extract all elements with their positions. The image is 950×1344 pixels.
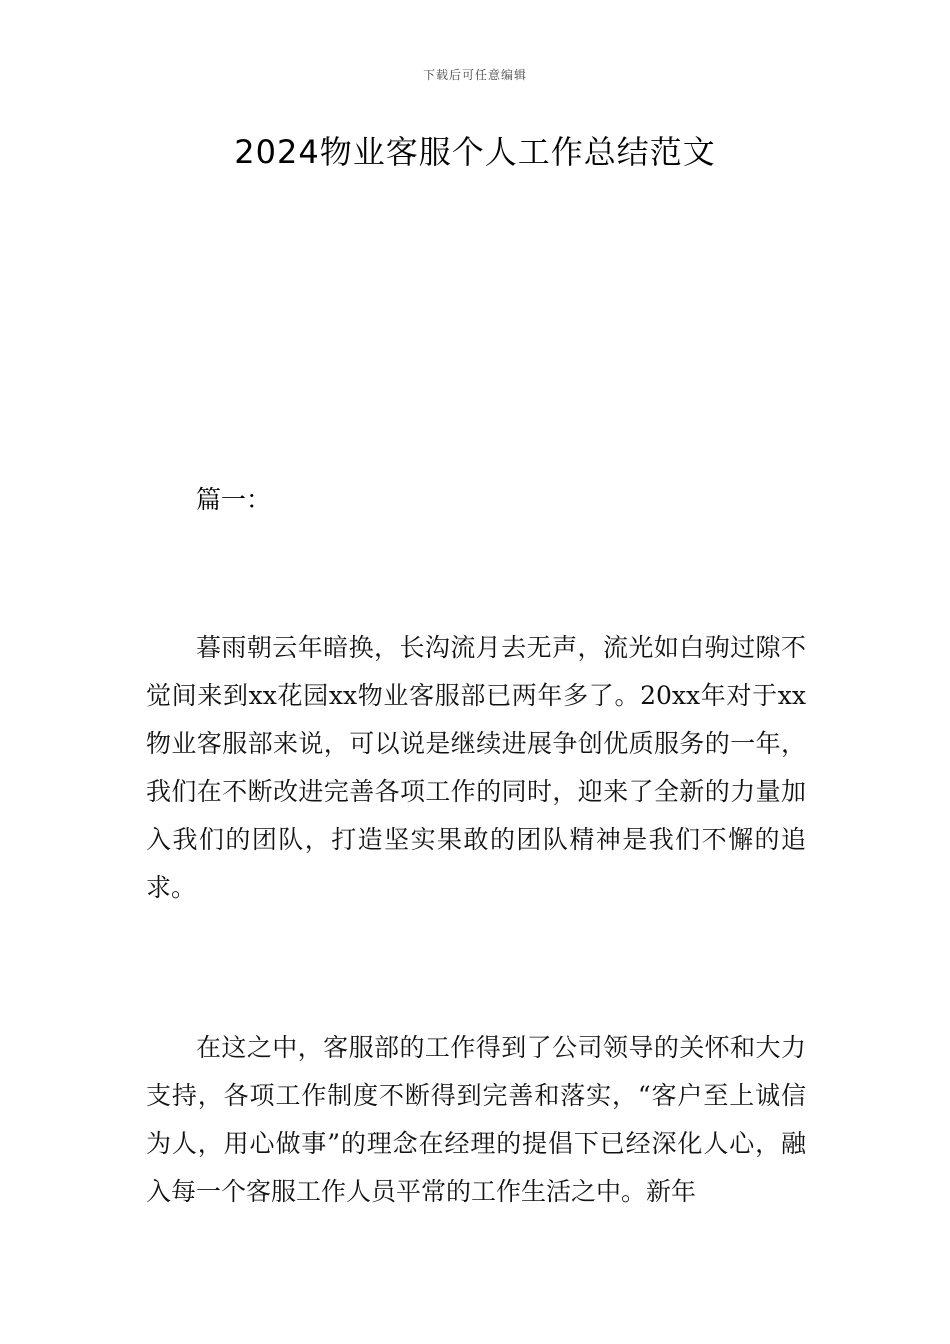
document-title: 2024物业客服个人工作总结范文 (234, 133, 716, 171)
header-note: 下载后可任意编辑 (422, 68, 527, 82)
paragraph-1: 暮雨朝云年暗换，长沟流月去无声，流光如白驹过隙不觉间来到xx花园xx物业客服部已两年多了。20xx年对于xx物业客服部来说，可以说是继续进展争创优质服务的一年，我们在不断改进完善各项工作的同时，迎来了全新的力量加入我们的团队，打造坚实果敢的团队精神是我们不懈的追求。 (146, 633, 806, 902)
paragraph-2: 在这之中，客服部的工作得到了公司领导的关怀和大力支持，各项工作制度不断得到完善和落实，“客户至上诚信为人，用心做事”的理念在经理的提倡下已经深化人心，融入每一个客服工作人员平常的工作生活之中。新年 (146, 1033, 806, 1206)
section-heading: 篇一： (196, 485, 272, 514)
